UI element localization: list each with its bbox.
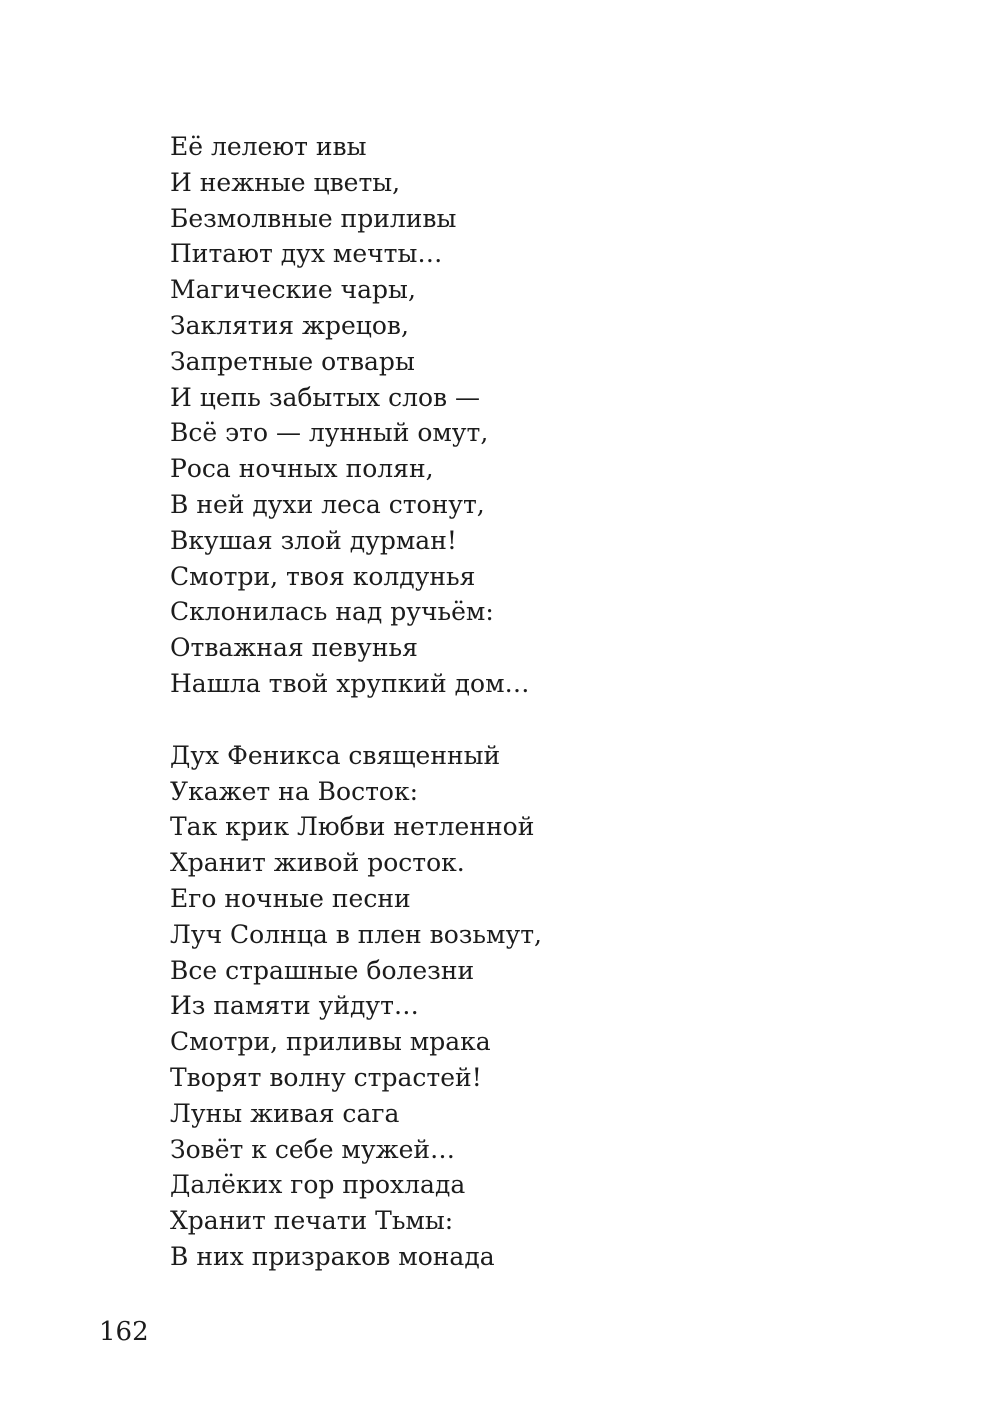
page-number: 162 [99,1317,149,1347]
poem-line: Магические чары, [170,275,416,305]
poem-line: Все страшные болезни [170,955,475,985]
poem-line: Нашла твой хрупкий дом… [170,668,530,698]
poem-line: Смотри, твоя колдунья [170,561,476,591]
poem-line: В ней духи леса стонут, [170,489,485,519]
poem-line: Творят волну страстей! [170,1062,482,1092]
poem-line: Вкушая злой дурман! [170,525,457,555]
poem-line: Зовёт к себе мужей… [170,1134,456,1164]
poem-line: Из памяти уйдут… [170,991,419,1021]
poem-line: Его ночные песни [170,883,411,913]
poem-line: И цепь забытых слов — [170,382,481,412]
stanza-1 [170,129,930,702]
poem-line: Питают дух мечты… [170,239,443,269]
poem-line: Хранит живой росток. [170,848,465,878]
poem-line: Далёких гор прохлада [170,1170,466,1200]
poem-line: Склонилась над ручьём: [170,597,494,627]
poem-line: Хранит печати Тьмы: [170,1206,454,1236]
poem-line: И нежные цветы, [170,167,401,197]
poem-line: Запретные отвары [170,346,415,376]
poem-line: Отважная певунья [170,633,418,663]
poem-line: Дух Феникса священный [170,740,501,770]
poem-line: Луч Солнца в плен возьмут, [170,919,542,949]
poem-line: Луны живая сага [170,1098,400,1128]
poem-line: Смотри, приливы мрака [170,1027,491,1057]
poem-line: Всё это — лунный омут, [170,418,489,448]
stanza-2 [170,738,930,1275]
poem-text [170,129,930,1275]
poem-line: Так крик Любви нетленной [170,812,535,842]
poem-line: Роса ночных полян, [170,454,434,484]
poem-line: Её лелеют ивы [170,132,367,161]
poem-line: Заклятия жрецов, [170,310,409,340]
poem-line: Укажет на Восток: [170,776,419,806]
poem-line: Безмолвные приливы [170,203,457,233]
poem-line: В них призраков монада [170,1241,495,1271]
